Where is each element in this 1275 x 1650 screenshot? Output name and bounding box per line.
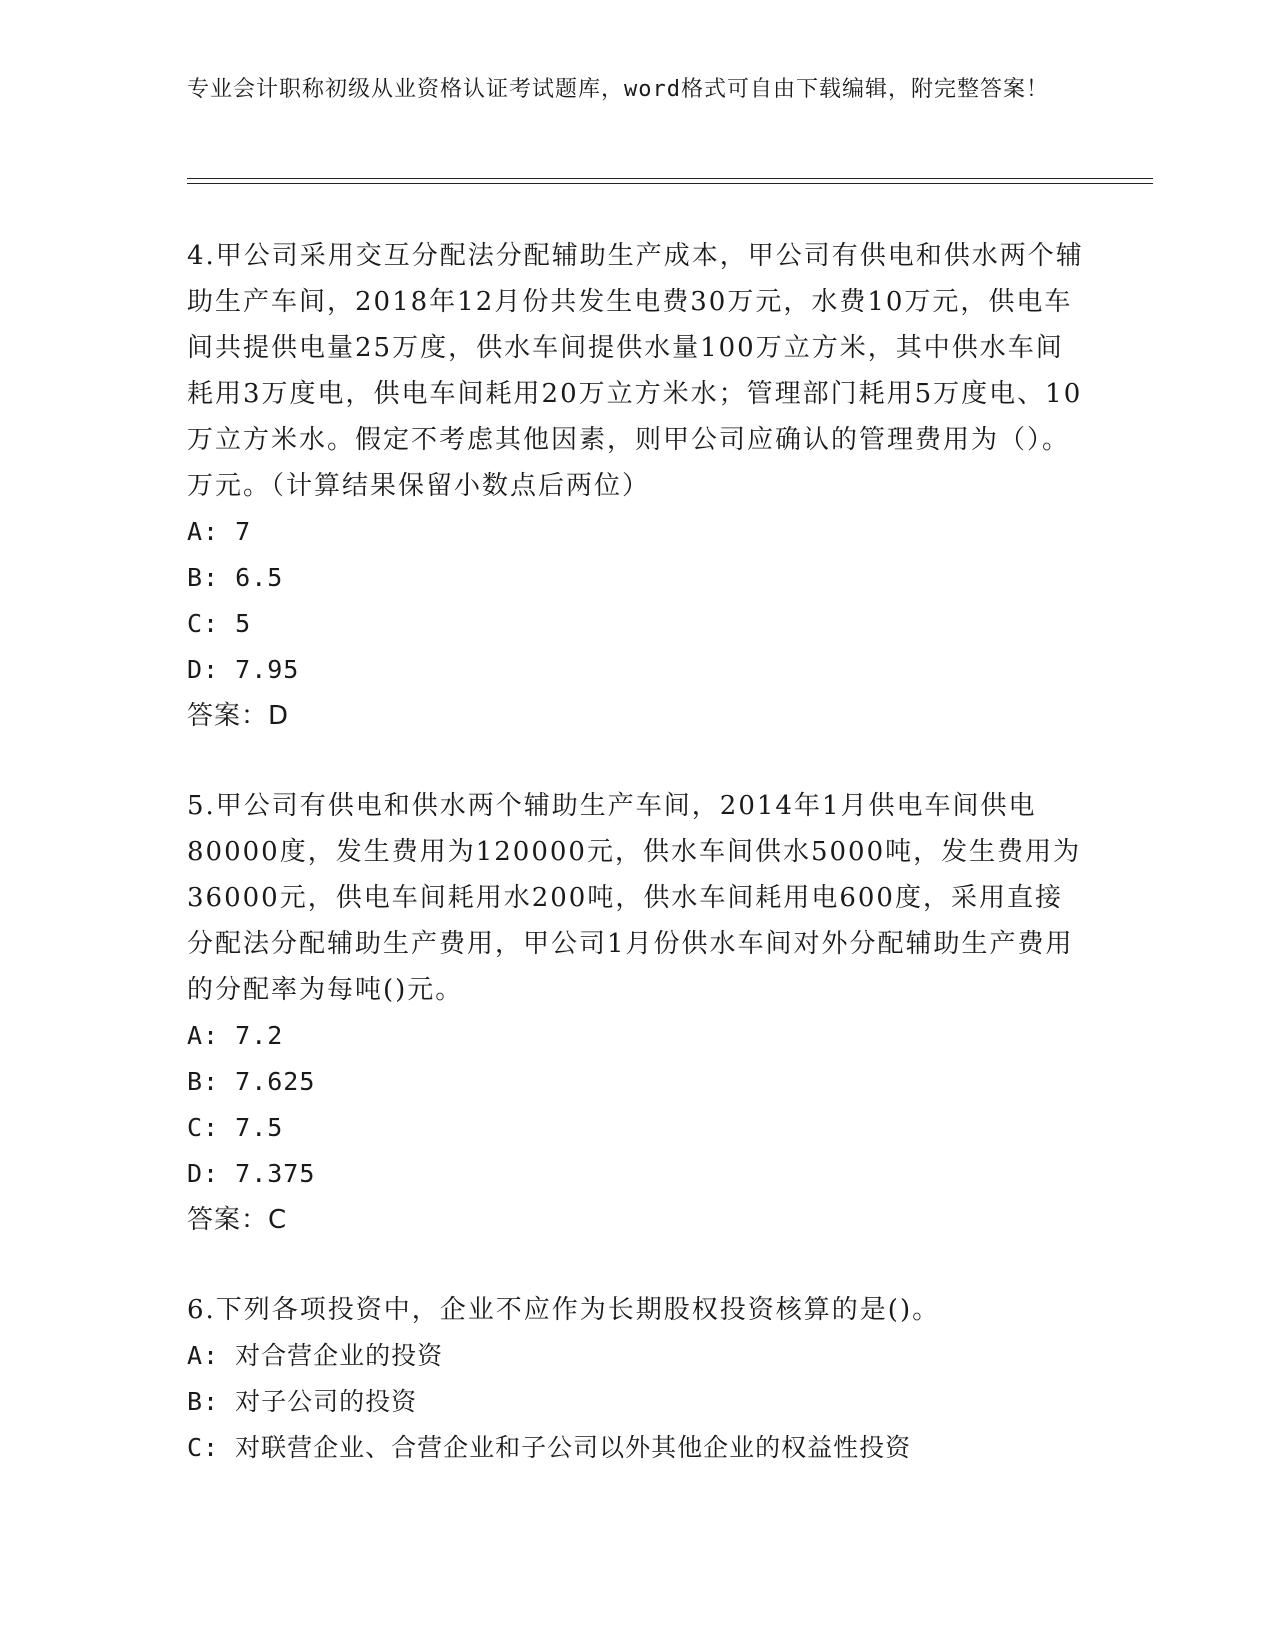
option-d: D: 7.375: [187, 1159, 316, 1188]
option-a: A: 7.2: [187, 1021, 284, 1050]
question-4: [187, 233, 1087, 739]
answer-line: 答案：C: [187, 1205, 288, 1235]
document-header: [187, 74, 1067, 106]
question-5: [187, 783, 1087, 1243]
header-divider-bottom: [187, 183, 1153, 184]
question-6: [187, 1287, 1087, 1471]
header-intro-text: 专业会计职称初级从业资格认证考试题库，word格式可自由下载编辑，附完整答案！: [187, 77, 1049, 102]
option-c: C: 5: [187, 609, 252, 638]
answer-line: 答案：D: [187, 701, 290, 731]
question-stem: 5.甲公司有供电和供水两个辅助生产车间，2014年1月供电车间供电80000度，发生费用为120000元，供水车间供水5000吨，发生费用为36000元，供电车间耗用水200吨，供水车间耗用电600度，采用直接分配法分配辅助生产费用，甲公司1月份供水车间对外分配辅助生产费用的分配率为每吨()元。: [187, 791, 1082, 1005]
option-b: B: 对子公司的投资: [187, 1387, 418, 1416]
question-stem: 6.下列各项投资中，企业不应作为长期股权投资核算的是()。: [187, 1295, 941, 1325]
option-d: D: 7.95: [187, 655, 300, 684]
question-list: [187, 233, 1087, 1515]
question-stem: 4.甲公司采用交互分配法分配辅助生产成本，甲公司有供电和供水两个辅助生产车间，2018年12月份共发生电费30万元，水费10万元，供电车间共提供电量25万度，供水车间提供水量100万立方米，其中供水车间耗用3万度电，供电车间耗用20万立方米水；管理部门耗用5万度电、10万立方米水。假定不考虑其他因素，则甲公司应确认的管理费用为（）。万元。（计算结果保留小数点后两位）: [187, 241, 1084, 501]
option-c: C: 对联营企业、合营企业和子公司以外其他企业的权益性投资: [187, 1433, 912, 1462]
option-c: C: 7.5: [187, 1113, 284, 1142]
option-a: A: 对合营企业的投资: [187, 1341, 444, 1370]
option-b: B: 7.625: [187, 1067, 316, 1096]
option-b: B: 6.5: [187, 563, 284, 592]
header-divider-top: [187, 178, 1153, 179]
option-a: A: 7: [187, 517, 252, 546]
